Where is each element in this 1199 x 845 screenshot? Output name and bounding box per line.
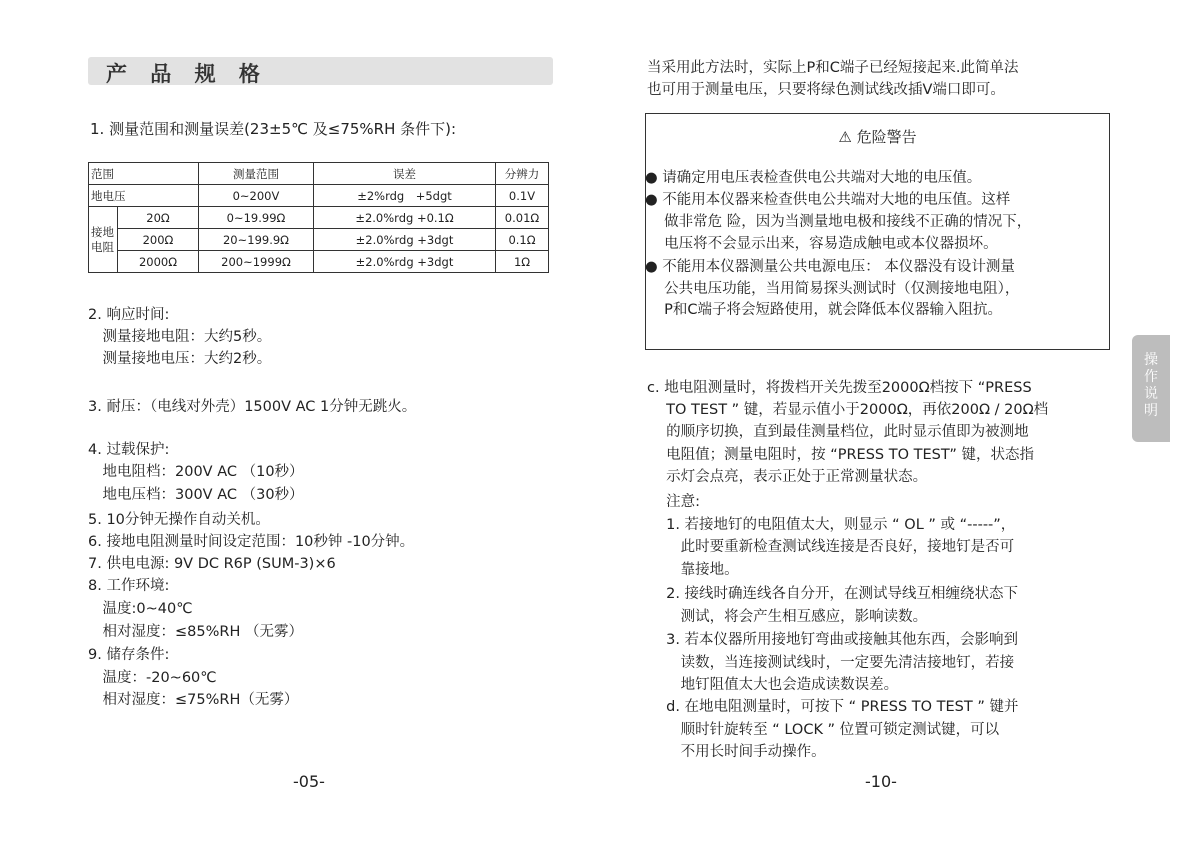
page-number-right: -10- — [865, 772, 897, 791]
text-line: d. 在地电阻测量时，可按下 “ PRESS TO TEST ” 键并 — [647, 699, 1019, 715]
table-row — [89, 207, 549, 229]
text-line: 做非常危 险，因为当测量地电极和接线不正确的情况下， — [645, 214, 1032, 230]
text-line: 示灯会点亮，表示正处于正常测量状态。 — [647, 469, 928, 485]
text-line: 1. 若接地钉的电阻值太大，则显示 “ OL ” 或 “-----”， — [647, 517, 1016, 533]
text-line: ● 请确定用电压表检查供电公共端对大地的电压值。 — [645, 170, 982, 186]
text-line: 2. 响应时间: — [88, 307, 170, 323]
page-number-left: -05- — [293, 772, 325, 791]
text-line: 公共电压功能，当用简易探头测试时（仅测接地电阻）， — [645, 281, 1020, 297]
table-cell: 接地电阻 — [89, 207, 118, 273]
table-cell: 200~1999Ω — [198, 251, 313, 273]
text-line: 注意: — [647, 494, 700, 510]
text-line: 相对湿度：≤75%RH（无雾） — [88, 692, 299, 708]
table-cell: 20~199.9Ω — [198, 229, 313, 251]
text-line: 3. 耐压：（电线对外壳）1500V AC 1分钟无跳火。 — [88, 399, 417, 415]
text-line: 6. 接地电阻测量时间设定范围：10秒钟 -10分钟。 — [88, 534, 415, 550]
text-line: 测量接地电阻：大约5秒。 — [88, 329, 272, 345]
table-cell: 200Ω — [118, 229, 199, 251]
text-line: 地钉阻值太大也会造成读数误差。 — [647, 677, 899, 693]
table-cell: 20Ω — [118, 207, 199, 229]
side-tab-operation — [1132, 335, 1170, 442]
text-line: 相对湿度：≤85%RH （无雾） — [88, 624, 303, 640]
text-line: 的顺序切换，直到最佳测量档位，此时显示值即为被测地 — [647, 424, 1029, 440]
text-line: 地电压档：300V AC （30秒） — [88, 487, 304, 503]
table-cell: 0.1V — [496, 185, 549, 207]
table-row — [89, 229, 549, 251]
side-tab-char: 作 — [1144, 369, 1158, 385]
side-tab-char: 明 — [1144, 403, 1158, 419]
text-line: c. 地电阻测量时，将拨档开关先拨至2000Ω档按下 “PRESS — [647, 380, 1032, 396]
text-line: 温度：-20~60℃ — [88, 670, 217, 686]
intro-line: 也可用于测量电压，只要将绿色测试线改插V端口即可。 — [647, 82, 1005, 98]
side-tab-char: 操 — [1144, 352, 1158, 368]
text-line: 3. 若本仪器所用接地钉弯曲或接触其他东西，会影响到 — [647, 632, 1019, 648]
table-cell: 0.1Ω — [496, 229, 549, 251]
text-line: 8. 工作环境: — [88, 578, 170, 594]
text-line: 此时要重新检查测试线连接是否良好，接地钉是否可 — [647, 539, 1015, 555]
table-cell: ±2.0%rdg +3dgt — [313, 229, 495, 251]
side-tab-char: 说 — [1144, 386, 1158, 402]
table-header: 误差 — [313, 163, 495, 185]
spec-item-1: 1. 测量范围和测量误差(23±5℃ 及≤75%RH 条件下): — [90, 120, 457, 138]
text-line: P和C端子将会短路使用，就会降低本仪器输入阻抗。 — [645, 302, 1002, 318]
section-title-bar — [88, 57, 553, 85]
spec-table — [88, 162, 549, 273]
table-cell: ±2%rdg +5dgt — [313, 185, 495, 207]
table-cell: 0~19.99Ω — [198, 207, 313, 229]
table-row — [89, 251, 549, 273]
text-line: 4. 过载保护: — [88, 442, 170, 458]
text-line: 7. 供电电源: 9V DC R6P (SUM-3)×6 — [88, 556, 336, 572]
text-line: 读数，当连接测试线时，一定要先清洁接地钉，若接 — [647, 655, 1015, 671]
table-row — [89, 185, 549, 207]
table-cell: ±2.0%rdg +0.1Ω — [313, 207, 495, 229]
text-line: 2. 接线时确连线各自分开，在测试导线互相缠绕状态下 — [647, 586, 1019, 602]
text-line: 5. 10分钟无操作自动关机。 — [88, 512, 270, 528]
text-line: 地电阻档：200V AC （10秒） — [88, 464, 304, 480]
text-line: TO TEST ” 键，若显示值小于2000Ω，再依200Ω / 20Ω档 — [647, 402, 1049, 418]
text-line: 测试，将会产生相互感应，影响读数。 — [647, 609, 928, 625]
text-line: ● 不能用本仪器来检查供电公共端对大地的电压值。这样 — [645, 192, 1011, 208]
section-title: 产 品 规 格 — [106, 62, 268, 86]
table-cell: 0.01Ω — [496, 207, 549, 229]
table-cell: 地电压 — [89, 185, 199, 207]
table-header: 范围 — [89, 163, 199, 185]
table-cell: 2000Ω — [118, 251, 199, 273]
text-line: 靠接地。 — [647, 562, 739, 578]
table-header-row — [89, 163, 549, 185]
text-line: 温度:0~40℃ — [88, 601, 193, 617]
text-line: ● 不能用本仪器测量公共电源电压： 本仪器没有设计测量 — [645, 259, 1015, 275]
table-cell: 0~200V — [198, 185, 313, 207]
table-header: 分辨力 — [496, 163, 549, 185]
text-line: 9. 储存条件: — [88, 647, 170, 663]
table-cell: 1Ω — [496, 251, 549, 273]
text-line: 电阻值；测量电阻时，按 “PRESS TO TEST” 键，状态指 — [647, 447, 1034, 463]
text-line: 顺时针旋转至 “ LOCK ” 位置可锁定测试键，可以 — [647, 722, 1000, 738]
text-line: 电压将不会显示出来，容易造成触电或本仪器损坏。 — [645, 236, 998, 252]
intro-line: 当采用此方法时，实际上P和C端子已经短接起来.此简单法 — [647, 60, 1019, 76]
table-header: 测量范围 — [198, 163, 313, 185]
table-cell: ±2.0%rdg +3dgt — [313, 251, 495, 273]
warning-title: ⚠ 危险警告 — [838, 128, 917, 146]
text-line: 测量接地电压：大约2秒。 — [88, 351, 272, 367]
text-line: 不用长时间手动操作。 — [647, 744, 826, 760]
